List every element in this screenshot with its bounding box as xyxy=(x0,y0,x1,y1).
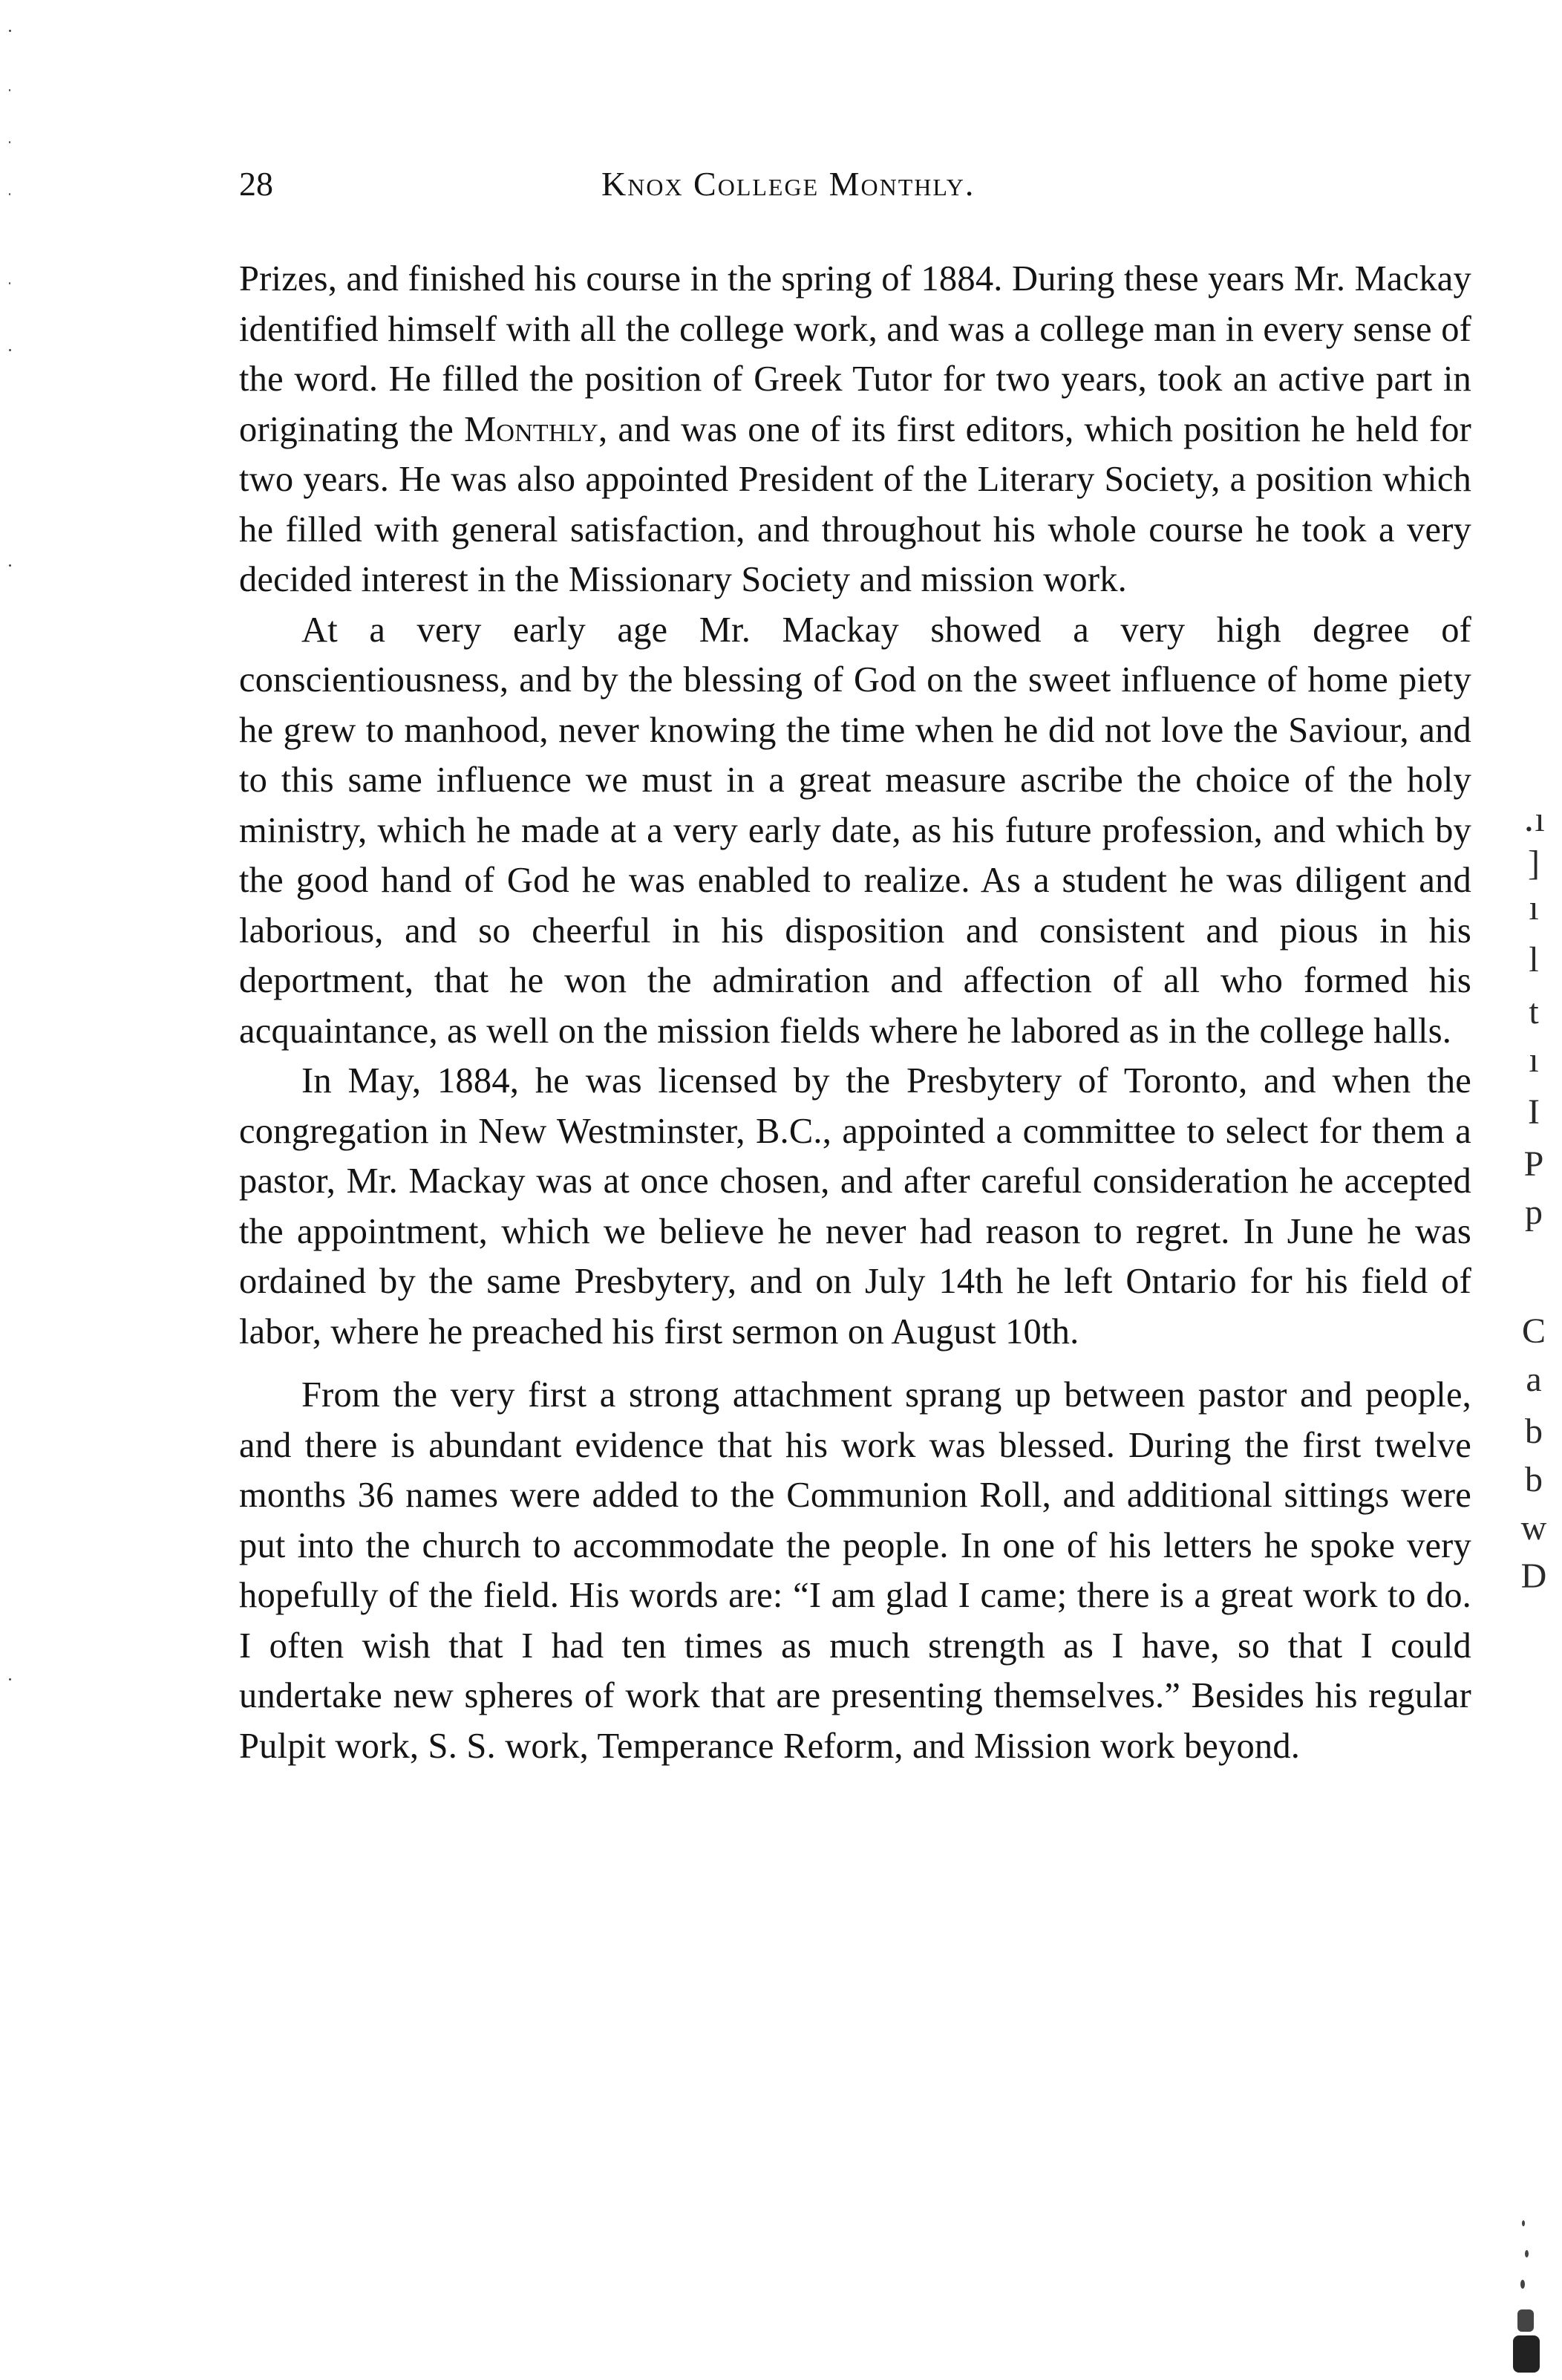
journal-name: Monthly xyxy=(464,409,598,449)
paragraph-text: At a very early age Mr. Mackay showed a very high degree of conscientiousness, and by the blessing of God on the sweet influence of home piety he grew to manhood, never knowing the time when he did not love the Saviour, and to this same influence we must in a great measure ascribe the choice of the holy ministry, which he made at a very early date, as his future profession, and which by the good hand of God he was enabled to realize. As a student he was diligent and laborious, and so cheerful in his disposition and consistent and pious in his deportment, that he won the admiration and affection of all who formed his acquaintance, as well on the mission fields where he labored as in the college halls. xyxy=(239,610,1471,1051)
bleed-through-char: b xyxy=(1525,1460,1543,1499)
paragraph xyxy=(239,605,1471,1057)
bleed-through-char: D xyxy=(1520,1556,1547,1596)
page-number: 28 xyxy=(239,165,273,203)
bleed-through-char: a xyxy=(1526,1360,1542,1399)
paragraph xyxy=(239,1056,1471,1357)
bleed-through-char: C xyxy=(1521,1311,1546,1351)
corner-smudge xyxy=(1500,2198,1544,2376)
bleed-through-char: P xyxy=(1523,1144,1544,1184)
paragraph-text: , and was one of its first editors, which position he held for two years. He was also appointed President of the Literary Society, a position which he filled with general satisfaction, and throughout his whole course he took a very decided interest in the Missionary Society and mission work. xyxy=(239,409,1471,599)
bleed-through-char: ] xyxy=(1528,844,1540,883)
bleed-through-char: I xyxy=(1528,1092,1540,1132)
bleed-through-char: ․ı xyxy=(1523,800,1545,839)
page-header xyxy=(239,162,1457,206)
running-title: Knox College Monthly. xyxy=(601,165,976,203)
paragraph-text: Prizes, and finished his course in the spring of 1884. During these years Mr. Mackay identified himself with all the college work, and was a college man in every sense of the word. He filled the position of Greek Tutor for two years, took an active part in originating the xyxy=(239,259,1471,449)
bleed-through-char: b xyxy=(1525,1412,1543,1451)
left-margin-specks xyxy=(0,0,22,2380)
paragraph xyxy=(239,1370,1471,1771)
paragraph xyxy=(239,254,1471,605)
paragraph-text: In May, 1884, he was licensed by the Presbytery of Toronto, and when the congregation in New Westminster, B.C., appointed a committee to select for them a pastor, Mr. Mackay was at once chosen, and after careful consideration he accepted the appointment, which we believe he never had reason to regret. In June he was ordained by the same Presbytery, and on July 14th he left Ontario for his field of labor, where he preached his first sermon on August 10th. xyxy=(239,1061,1471,1352)
bleed-through-char: ı xyxy=(1529,888,1539,927)
bleed-through-char: p xyxy=(1525,1193,1543,1232)
paragraph-text: From the very first a strong attachment sprang up between pastor and people, and there is abundant evidence that his work was blessed. During the first twelve months 36 names were added to the Communion Roll, and additional sittings were put into the church to accommodate the people. In one of his letters he spoke very hopefully of the field. His words are: “I am glad I came; there is a great work to do. I often wish that I had ten times as much strength as I have, so that I could undertake new spheres of work that are presenting themselves.” Besides his regular Pulpit work, S. S. work, Temperance Reform, and Mission work beyond. xyxy=(239,1375,1471,1766)
facing-page-bleed-through xyxy=(1512,0,1562,2380)
article-body xyxy=(239,254,1471,1771)
bleed-through-char: ı xyxy=(1529,1040,1539,1080)
bleed-through-char: t xyxy=(1529,992,1539,1031)
bleed-through-char: l xyxy=(1529,940,1539,979)
bleed-through-char: w xyxy=(1520,1508,1547,1548)
